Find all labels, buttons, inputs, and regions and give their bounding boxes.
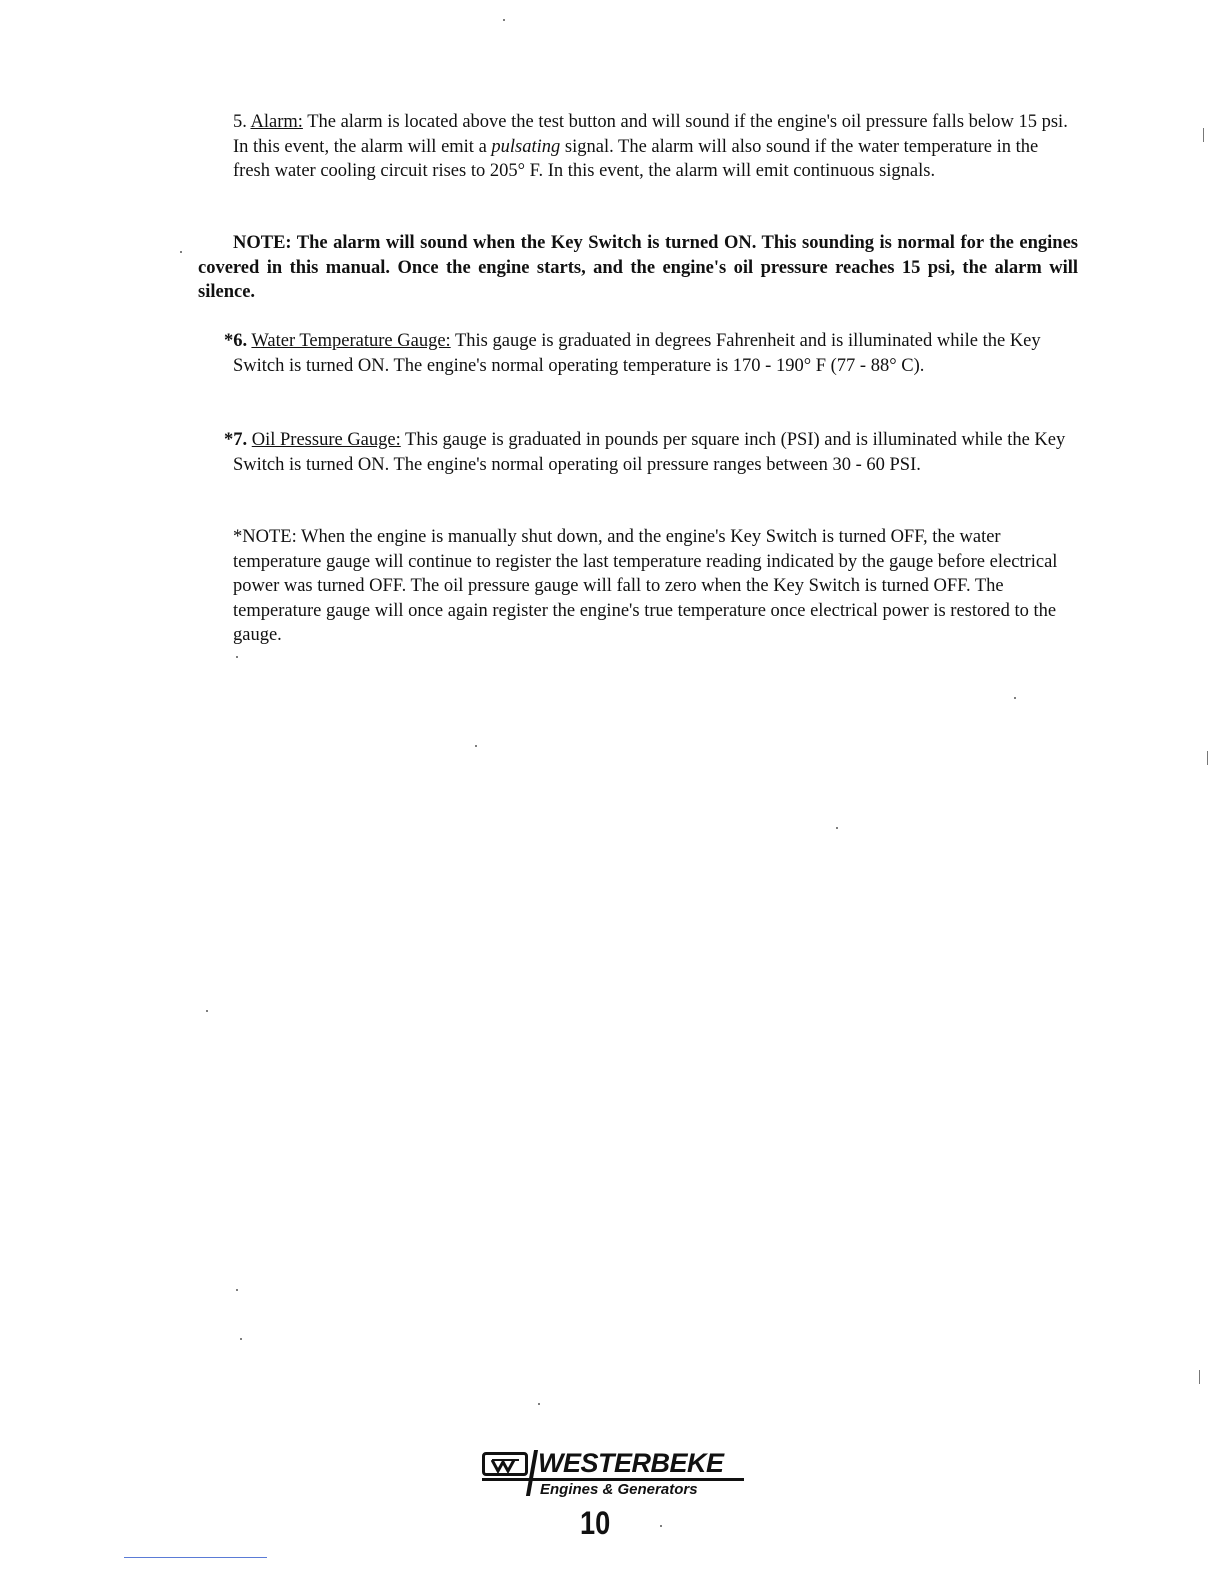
emphasis-text: pulsating — [491, 136, 561, 157]
scan-speck — [475, 745, 477, 747]
scan-edge-mark — [1203, 128, 1204, 142]
item-number: 5. — [233, 112, 247, 132]
scan-speck — [660, 1525, 662, 1527]
item-number: *7. — [224, 430, 248, 450]
item-heading: Oil Pressure Gauge: — [251, 430, 401, 450]
item-heading: Water Temperature Gauge: — [251, 331, 451, 351]
logo-mark-icon — [482, 1452, 528, 1476]
shutdown-note: *NOTE: When the engine is manually shut down, and the engine's Key Switch is turned OFF, the water temperature gauge will continue to register the last temperature reading indicated by the gauge before electrical power was turned OFF. The oil pressure gauge will fall to zero when the Key Switch is turned OFF. The temperature gauge will once again register the engine's true temperature once electrical power is restored to the gauge. — [233, 527, 1058, 645]
scan-edge-mark — [1199, 1370, 1200, 1384]
scan-speck — [206, 1010, 208, 1012]
paragraph-text: This gauge is graduated in pounds per square inch (PSI) and is illuminated while the Key Switch is turned ON. The engine's normal operating oil pressure ranges between 30 - 60 PSI. — [233, 430, 1066, 475]
water-temperature-paragraph — [224, 329, 1078, 378]
scan-speck — [240, 1338, 242, 1340]
paragraph-text: The alarm is located above the test button and will sound if the engine's oil pressure falls below 15 psi. In this event, the alarm will emit a — [233, 112, 1068, 157]
scan-speck — [503, 19, 505, 21]
scan-speck — [538, 1403, 540, 1405]
scan-speck — [836, 827, 838, 829]
paragraph-text: signal. The alarm will also sound if the water temperature in the fresh water cooling circuit rises to 205° F. In this event, the alarm will emit continuous signals. — [233, 136, 1039, 181]
alarm-note: NOTE: The alarm will sound when the Key Switch is turned ON. This sounding is normal for the engines covered in this manual. Once the engine starts, and the engine's oil pressure reaches 15 psi, the alarm will silence. — [198, 233, 1078, 302]
logo-brand: WESTERBEKE — [538, 1448, 724, 1478]
page-number: 10 — [580, 1505, 611, 1541]
item-number: *6. — [224, 331, 248, 351]
logo-tagline: Engines & Generators — [540, 1481, 698, 1498]
scan-speck — [236, 656, 238, 658]
scan-speck — [236, 1289, 238, 1291]
scan-speck — [1014, 697, 1016, 699]
item-heading: Alarm: — [250, 112, 303, 132]
alarm-paragraph — [233, 110, 1078, 184]
westerbeke-logo — [478, 1448, 748, 1504]
oil-pressure-paragraph — [224, 428, 1078, 477]
scan-edge-mark — [1207, 751, 1208, 765]
scan-speck — [180, 251, 182, 253]
bottom-rule — [124, 1557, 267, 1558]
paragraph-text: This gauge is graduated in degrees Fahrenheit and is illuminated while the Key Switch is turned ON. The engine's normal operating temperature is 170 - 190° F (77 - 88° C). — [233, 331, 1041, 376]
